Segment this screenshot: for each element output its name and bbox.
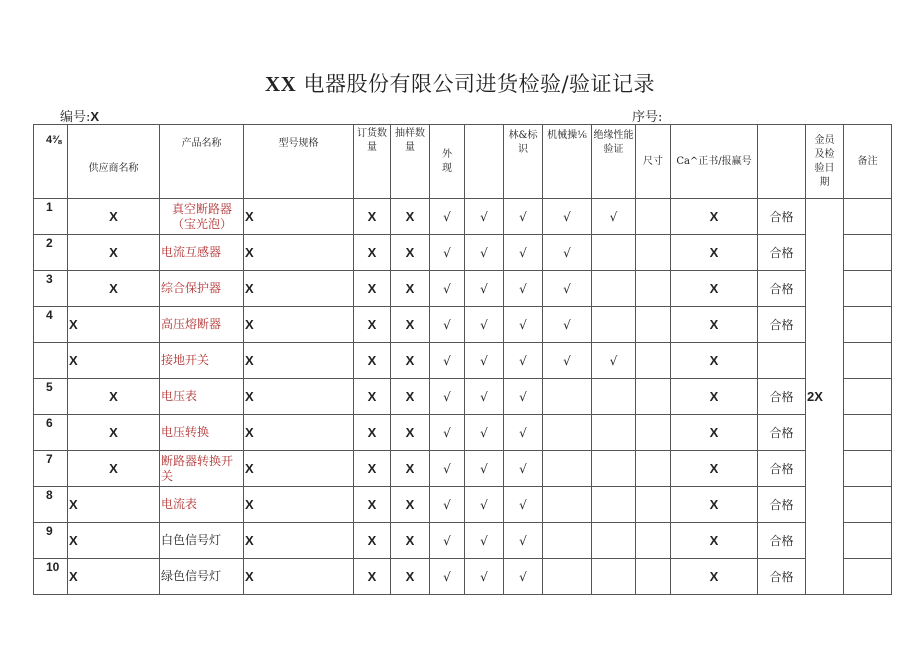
model-cell: X [244,343,354,379]
header-appearance: 外现 [430,125,465,199]
row-num: 8 [34,487,68,523]
supplier-cell: X [68,487,160,523]
supplier-cell: X [68,523,160,559]
row-num: 5 [34,379,68,415]
label-check: √ [504,415,543,451]
insulation-check [592,235,636,271]
model-cell: X [244,559,354,595]
row-num: 6 [34,415,68,451]
header-mech: 机械操⅙ [543,125,592,199]
label-check: √ [504,343,543,379]
model-cell: X [244,307,354,343]
check-2: √ [465,415,504,451]
mech-check: √ [543,199,592,235]
cert-cell: X [671,307,758,343]
product-cell: 电流互感器 [160,235,244,271]
record-number [60,106,99,125]
product-cell: 断路器转换开关 [160,451,244,487]
insulation-check: √ [592,199,636,235]
sample-qty-cell: X [391,523,430,559]
appearance-check: √ [430,415,465,451]
header-blank-1 [465,125,504,199]
size-cell [636,307,671,343]
note-cell [844,487,892,523]
header-label: 林&标识 [504,125,543,199]
order-qty-cell: X [354,523,391,559]
result-cell [758,343,806,379]
supplier-cell: X [68,235,160,271]
label-check: √ [504,199,543,235]
model-cell: X [244,235,354,271]
model-cell: X [244,487,354,523]
note-cell [844,523,892,559]
insulation-check [592,379,636,415]
order-qty-cell: X [354,451,391,487]
insulation-check [592,451,636,487]
note-cell [844,379,892,415]
supplier-cell: X [68,271,160,307]
size-cell [636,415,671,451]
order-qty-cell: X [354,559,391,595]
mech-check: √ [543,343,592,379]
appearance-check: √ [430,559,465,595]
supplier-cell: X [68,415,160,451]
appearance-check: √ [430,379,465,415]
supplier-cell: X [68,199,160,235]
header-date: 金员及检验日期 [806,125,844,199]
table-row [34,451,892,487]
label-check: √ [504,235,543,271]
supplier-cell: X [68,379,160,415]
cert-cell: X [671,451,758,487]
order-qty-cell: X [354,415,391,451]
table-row [34,559,892,595]
row-num: 3 [34,271,68,307]
model-cell: X [244,379,354,415]
appearance-check: √ [430,451,465,487]
number-label: 编号: [60,110,91,125]
size-cell [636,451,671,487]
size-cell [636,487,671,523]
product-cell: 绿色信号灯 [160,559,244,595]
note-cell [844,451,892,487]
cert-cell: X [671,235,758,271]
order-qty-cell: X [354,271,391,307]
size-cell [636,235,671,271]
mech-check [543,559,592,595]
header-num: 4⅜ [34,125,68,199]
sample-qty-cell: X [391,379,430,415]
inspection-date-merged: 2X [806,199,844,595]
order-qty-cell: X [354,307,391,343]
insulation-check: √ [592,343,636,379]
title-prefix: XX [264,72,297,96]
supplier-cell: X [68,451,160,487]
header-insulation: 绝缘性能验证 [592,125,636,199]
supplier-cell: X [68,307,160,343]
mech-check: √ [543,271,592,307]
check-2: √ [465,271,504,307]
result-cell: 合格 [758,307,806,343]
model-cell: X [244,415,354,451]
header-blank-2 [758,125,806,199]
row-num: 1 [34,199,68,235]
sample-qty-cell: X [391,415,430,451]
label-check: √ [504,379,543,415]
result-cell: 合格 [758,487,806,523]
check-2: √ [465,307,504,343]
appearance-check: √ [430,199,465,235]
insulation-check [592,415,636,451]
header-cert: Ca^正书/报赢号 [671,125,758,199]
check-2: √ [465,343,504,379]
appearance-check: √ [430,271,465,307]
note-cell [844,415,892,451]
result-cell: 合格 [758,559,806,595]
document-title [0,68,920,98]
product-cell: 电流表 [160,487,244,523]
note-cell [844,343,892,379]
cert-cell: X [671,343,758,379]
label-check: √ [504,559,543,595]
cert-cell: X [671,487,758,523]
mech-check [543,379,592,415]
note-cell [844,559,892,595]
result-cell: 合格 [758,235,806,271]
header-row [34,125,892,199]
size-cell [636,379,671,415]
result-cell: 合格 [758,523,806,559]
product-cell: 白色信号灯 [160,523,244,559]
table-body [34,125,892,595]
title-text: 电器股份有限公司进货检验/验证记录 [303,72,656,96]
check-2: √ [465,379,504,415]
header-note: 备注 [844,125,892,199]
insulation-check [592,523,636,559]
model-cell: X [244,451,354,487]
size-cell [636,343,671,379]
table-row [34,523,892,559]
size-cell [636,271,671,307]
table-row [34,235,892,271]
product-cell: 电压表 [160,379,244,415]
order-qty-cell: X [354,235,391,271]
mech-check [543,487,592,523]
product-cell: 高压熔断器 [160,307,244,343]
cert-cell: X [671,415,758,451]
sample-qty-cell: X [391,451,430,487]
note-cell [844,271,892,307]
order-qty-cell: X [354,343,391,379]
table-row [34,343,892,379]
insulation-check [592,271,636,307]
mech-check [543,415,592,451]
appearance-check: √ [430,235,465,271]
insulation-check [592,559,636,595]
row-num: 2 [34,235,68,271]
check-2: √ [465,487,504,523]
header-order-qty: 订货数量 [354,125,391,199]
supplier-cell: X [68,343,160,379]
result-cell: 合格 [758,415,806,451]
size-cell [636,523,671,559]
appearance-check: √ [430,523,465,559]
table-row [34,199,892,235]
sample-qty-cell: X [391,487,430,523]
result-cell: 合格 [758,379,806,415]
order-qty-cell: X [354,487,391,523]
table-row [34,307,892,343]
mech-check [543,451,592,487]
product-cell: 真空断路器（宝光泡） [160,199,244,235]
label-check: √ [504,271,543,307]
result-cell: 合格 [758,451,806,487]
check-2: √ [465,235,504,271]
header-product: 产品名称 [160,125,244,199]
mech-check: √ [543,307,592,343]
header-supplier: 供应商名称 [68,125,160,199]
insulation-check [592,487,636,523]
row-num: 9 [34,523,68,559]
sample-qty-cell: X [391,199,430,235]
result-cell: 合格 [758,271,806,307]
label-check: √ [504,487,543,523]
header-size: 尺寸 [636,125,671,199]
product-cell: 综合保护器 [160,271,244,307]
product-cell: 电压转换 [160,415,244,451]
order-qty-cell: X [354,199,391,235]
mech-check: √ [543,235,592,271]
table-row [34,271,892,307]
note-cell [844,199,892,235]
result-cell: 合格 [758,199,806,235]
product-cell: 接地开关 [160,343,244,379]
size-cell [636,559,671,595]
check-2: √ [465,559,504,595]
row-num: 7 [34,451,68,487]
mech-check [543,523,592,559]
check-2: √ [465,523,504,559]
row-num: 4 [34,307,68,343]
table-row [34,379,892,415]
size-cell [636,199,671,235]
appearance-check: √ [430,487,465,523]
cert-cell: X [671,523,758,559]
table-row [34,415,892,451]
sample-qty-cell: X [391,307,430,343]
model-cell: X [244,199,354,235]
check-2: √ [465,199,504,235]
sample-qty-cell: X [391,235,430,271]
insulation-check [592,307,636,343]
sample-qty-cell: X [391,271,430,307]
cert-cell: X [671,271,758,307]
note-cell [844,235,892,271]
header-model: 型号规格 [244,125,354,199]
seq-label: 序号: [632,110,663,125]
model-cell: X [244,271,354,307]
check-2: √ [465,451,504,487]
table-row [34,487,892,523]
label-check: √ [504,523,543,559]
cert-cell: X [671,199,758,235]
sequence-number [632,106,662,125]
header-sample-qty: 抽样数量 [391,125,430,199]
order-qty-cell: X [354,379,391,415]
label-check: √ [504,307,543,343]
number-value: X [90,109,100,124]
cert-cell: X [671,379,758,415]
row-num [34,343,68,379]
row-num: 10 [34,559,68,595]
model-cell: X [244,523,354,559]
inspection-table [33,124,892,595]
supplier-cell: X [68,559,160,595]
appearance-check: √ [430,307,465,343]
sample-qty-cell: X [391,559,430,595]
note-cell [844,307,892,343]
appearance-check: √ [430,343,465,379]
sample-qty-cell: X [391,343,430,379]
cert-cell: X [671,559,758,595]
label-check: √ [504,451,543,487]
